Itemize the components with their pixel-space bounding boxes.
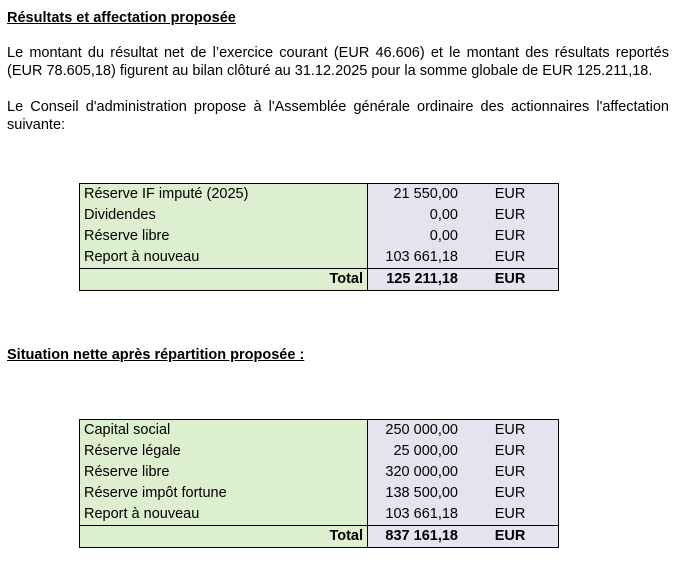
net-position-table	[79, 419, 559, 548]
table-row	[80, 247, 559, 269]
row-currency: EUR	[462, 504, 559, 526]
row-amount: 0,00	[368, 205, 463, 226]
table-row	[80, 184, 559, 206]
row-label: Capital social	[80, 420, 368, 442]
row-amount: 0,00	[368, 226, 463, 247]
table-row	[80, 504, 559, 526]
row-amount: 320 000,00	[368, 462, 463, 483]
paragraph-proposition-affectation: Le Conseil d'administration propose à l'Assemblée générale ordinaire des actionnaires l'affectation suivante:	[7, 99, 669, 133]
paragraph-resultat-net: Le montant du résultat net de l’exercice courant (EUR 46.606) et le montant des résultats reportés (EUR 78.605,18) figurent au bilan clôturé au 31.12.2025 pour la somme globale de EUR 125.211,18.	[7, 45, 669, 79]
table-row	[80, 226, 559, 247]
total-currency: EUR	[462, 269, 559, 291]
row-label: Dividendes	[80, 205, 368, 226]
row-label: Report à nouveau	[80, 247, 368, 269]
row-label: Réserve IF imputé (2025)	[80, 184, 368, 206]
row-amount: 21 550,00	[368, 184, 463, 206]
row-amount: 138 500,00	[368, 483, 463, 504]
row-label: Réserve impôt fortune	[80, 483, 368, 504]
total-amount: 125 211,18	[368, 269, 463, 291]
table-row	[80, 205, 559, 226]
total-currency: EUR	[462, 526, 559, 548]
row-label: Réserve légale	[80, 441, 368, 462]
row-label: Report à nouveau	[80, 504, 368, 526]
row-currency: EUR	[462, 420, 559, 442]
table-row	[80, 483, 559, 504]
section-title-resultats: Résultats et affectation proposée	[7, 10, 236, 26]
row-currency: EUR	[462, 483, 559, 504]
row-amount: 103 661,18	[368, 247, 463, 269]
total-label: Total	[80, 526, 368, 548]
row-label: Réserve libre	[80, 462, 368, 483]
row-amount: 25 000,00	[368, 441, 463, 462]
allocation-table	[79, 183, 559, 291]
total-row	[80, 269, 559, 291]
table-row	[80, 462, 559, 483]
row-currency: EUR	[462, 226, 559, 247]
total-row	[80, 526, 559, 548]
total-label: Total	[80, 269, 368, 291]
row-currency: EUR	[462, 205, 559, 226]
total-amount: 837 161,18	[368, 526, 463, 548]
table-row	[80, 420, 559, 442]
row-label: Réserve libre	[80, 226, 368, 247]
row-currency: EUR	[462, 184, 559, 206]
row-currency: EUR	[462, 462, 559, 483]
table-row	[80, 441, 559, 462]
row-amount: 250 000,00	[368, 420, 463, 442]
row-currency: EUR	[462, 441, 559, 462]
row-amount: 103 661,18	[368, 504, 463, 526]
section-title-situation-nette: Situation nette après répartition proposée :	[7, 347, 305, 363]
row-currency: EUR	[462, 247, 559, 269]
